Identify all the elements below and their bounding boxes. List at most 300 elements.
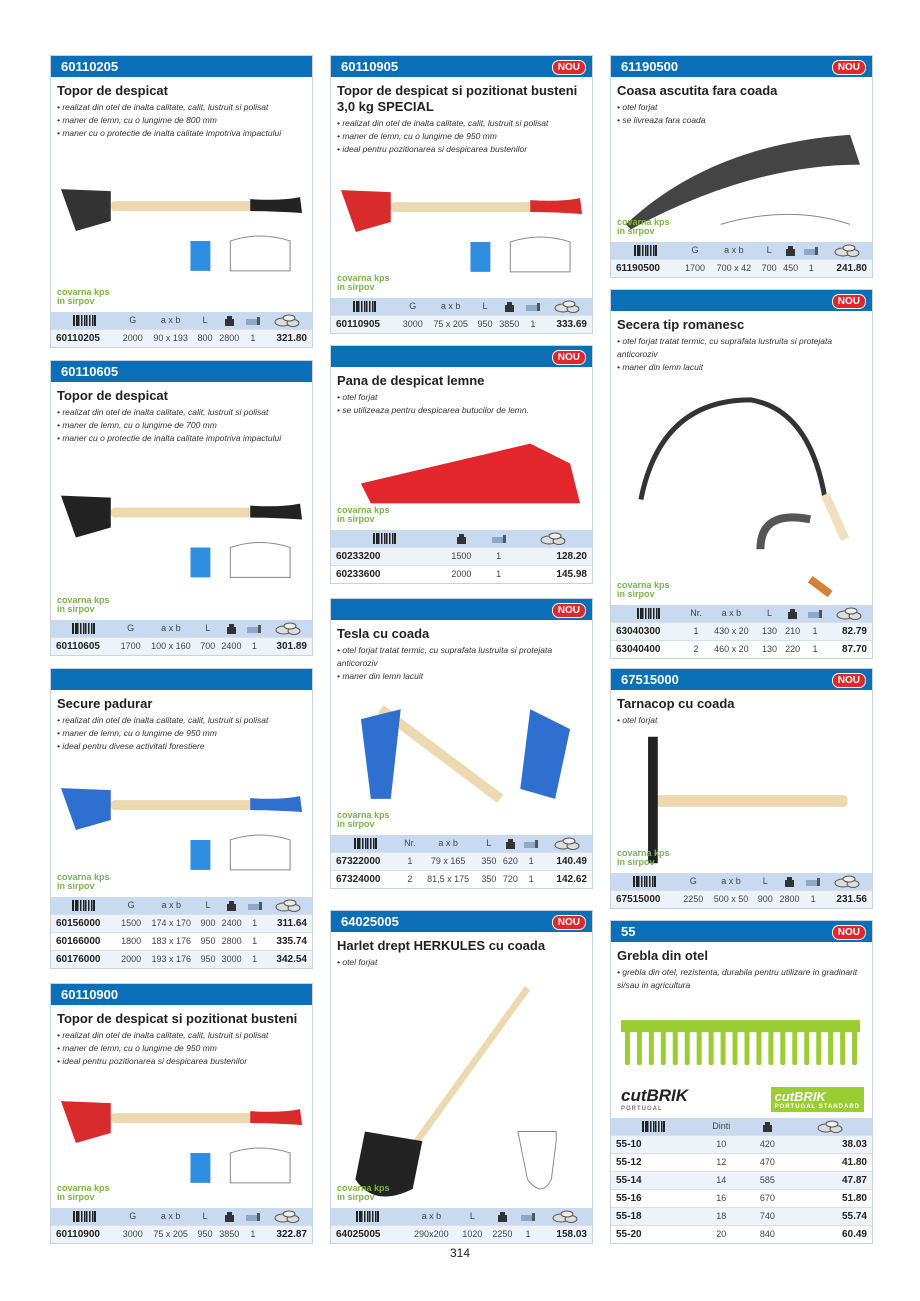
cell: 670 <box>746 1189 788 1207</box>
box-icon <box>801 242 821 259</box>
column-header: L <box>198 897 218 914</box>
feature-bullet: • otel forjat <box>617 102 658 112</box>
cell: 1 <box>243 1225 262 1243</box>
product-title: Grebla din otel <box>617 948 709 963</box>
cell: 800 <box>195 329 216 347</box>
cell: 1 <box>687 622 705 640</box>
cell: 1 <box>521 852 541 870</box>
product-code-header <box>331 56 592 77</box>
cell: 2800 <box>215 329 243 347</box>
product-code: 60110205 <box>61 59 119 74</box>
table-header <box>611 605 872 622</box>
barcode-icon <box>331 1208 405 1225</box>
box-icon <box>804 605 826 622</box>
cell: 90 x 193 <box>147 329 195 347</box>
price-table <box>611 605 872 658</box>
weight-icon <box>495 298 523 315</box>
coins-icon <box>543 298 592 315</box>
cell: 75 x 205 <box>147 1225 195 1243</box>
product-image <box>51 753 312 897</box>
article-code: 60233200 <box>331 547 439 565</box>
column-header: G <box>118 897 145 914</box>
price: 60.49 <box>788 1225 872 1243</box>
weight-icon <box>218 620 245 637</box>
column-header: a x b <box>705 605 758 622</box>
cell: 79 x 165 <box>418 852 478 870</box>
column-header: G <box>119 1208 147 1225</box>
column-header: a x b <box>144 620 197 637</box>
price: 51.80 <box>788 1189 872 1207</box>
cell: 183 x 176 <box>145 932 198 950</box>
product-image <box>331 156 592 298</box>
new-badge: NOU <box>552 60 586 75</box>
table-row <box>611 1153 872 1171</box>
price-table <box>51 1208 312 1243</box>
table-row <box>611 622 872 640</box>
cell: 1 <box>243 329 262 347</box>
feature-bullet: • maner de lemn, cu o lungime de 950 mm <box>57 1043 217 1053</box>
brand-logo: covarna kps in sirpov <box>337 810 390 829</box>
product-code-header <box>331 599 592 620</box>
feature-bullet: • maner de lemn, cu o lungime de 800 mm <box>57 115 217 125</box>
product-code-header <box>51 361 312 382</box>
barcode-icon <box>51 897 118 914</box>
column-header: L <box>195 312 216 329</box>
cell: 1 <box>245 914 264 932</box>
product-card <box>330 55 593 334</box>
cell: 700 <box>758 259 779 277</box>
table-row <box>51 914 312 932</box>
column-header: L <box>195 1208 216 1225</box>
box-icon <box>521 835 541 852</box>
box-icon <box>523 298 542 315</box>
product-title: Topor de despicat si pozitionat busteni <box>57 1011 298 1026</box>
cell: 2000 <box>118 950 145 968</box>
product-title: Topor de despicat <box>57 388 168 403</box>
brand-logo: covarna kps in sirpov <box>617 580 670 599</box>
article-code: 60166000 <box>51 932 118 950</box>
cell: 3000 <box>119 1225 147 1243</box>
coins-icon <box>826 605 872 622</box>
column-header: Nr. <box>402 835 418 852</box>
price: 311.64 <box>264 914 312 932</box>
cell: 18 <box>696 1207 746 1225</box>
cell: 2000 <box>119 329 147 347</box>
table-header <box>331 835 592 852</box>
feature-bullet: • otel forjat tratat termic, cu suprafata lustruita si protejata anticoroziv <box>337 645 553 668</box>
cell: 2800 <box>218 932 245 950</box>
column-header: a x b <box>147 1208 195 1225</box>
article-code: 63040400 <box>611 640 687 658</box>
column-header: a x b <box>709 242 758 259</box>
weight-icon <box>487 1208 517 1225</box>
cell: 450 <box>780 259 801 277</box>
cell: 10 <box>696 1135 746 1153</box>
price: 335.74 <box>264 932 312 950</box>
product-card <box>50 668 313 969</box>
cell: 12 <box>696 1153 746 1171</box>
feature-bullet: • maner cu o protectie de inalta calitate impotriva impactului <box>57 128 282 138</box>
cell: 100 x 160 <box>144 637 197 655</box>
product-image <box>331 969 592 1208</box>
product-card <box>330 910 593 1244</box>
product-title: Tesla cu coada <box>337 626 430 641</box>
cell: 1 <box>804 622 826 640</box>
brand-logo: covarna kps in sirpov <box>337 273 390 292</box>
column-header: a x b <box>405 1208 457 1225</box>
column-header: L <box>758 242 779 259</box>
table-row <box>611 1207 872 1225</box>
new-badge: NOU <box>552 915 586 930</box>
feature-bullet: • ideal pentru pozitionarea si despicarea bustenilor <box>57 1056 248 1066</box>
cell: 130 <box>758 622 781 640</box>
table-row <box>331 870 592 888</box>
cell: 700 x 42 <box>709 259 758 277</box>
coins-icon <box>263 312 312 329</box>
weight-icon <box>439 530 483 547</box>
cell: 950 <box>198 932 218 950</box>
price-table <box>331 530 592 583</box>
cell: 16 <box>696 1189 746 1207</box>
brand-logo: covarna kps in sirpov <box>617 848 670 867</box>
product-code-header <box>51 669 312 690</box>
cell: 1700 <box>681 259 710 277</box>
cell: 950 <box>198 950 218 968</box>
cell: 210 <box>781 622 804 640</box>
feature-bullet: • se utilizeaza pentru despicarea butucilor de lemn. <box>337 405 529 415</box>
feature-bullet: • maner din lemn lacuit <box>617 362 704 372</box>
product-title: Coasa ascutita fara coada <box>617 83 778 98</box>
cell: 14 <box>696 1171 746 1189</box>
column-header: G <box>681 242 710 259</box>
weight-icon <box>781 605 804 622</box>
feature-bullet: • grebla din otel, rezistenta, durabila pentru utilizare in gradinarit si/sau in agricultura <box>617 967 858 990</box>
cell: 350 <box>478 852 499 870</box>
price-table <box>51 312 312 347</box>
box-icon <box>483 530 514 547</box>
weight-icon <box>500 835 521 852</box>
weight-icon <box>780 242 801 259</box>
product-title: Secure padurar <box>57 696 153 711</box>
column-header: G <box>117 620 144 637</box>
cell: 1 <box>483 565 514 583</box>
feature-bullet: • maner din lemn lacuit <box>337 671 424 681</box>
weight-icon <box>776 873 804 890</box>
table-row <box>331 852 592 870</box>
barcode-icon <box>611 873 679 890</box>
cell: 740 <box>746 1207 788 1225</box>
product-image <box>611 127 872 242</box>
cell: 1 <box>245 950 264 968</box>
table-header <box>331 1208 592 1225</box>
price: 87.70 <box>826 640 872 658</box>
price: 142.62 <box>541 870 592 888</box>
new-badge: NOU <box>552 603 586 618</box>
cell: 1 <box>521 870 541 888</box>
product-image <box>331 417 592 530</box>
product-card <box>50 55 313 348</box>
table-header <box>51 897 312 914</box>
table-header <box>611 1118 872 1135</box>
feature-bullet: • otel forjat <box>337 392 378 402</box>
product-code-header <box>611 56 872 77</box>
cell: 1 <box>523 315 542 333</box>
cell: 420 <box>746 1135 788 1153</box>
price-table <box>331 1208 592 1243</box>
price: 55.74 <box>788 1207 872 1225</box>
brand-logo: covarna kps in sirpov <box>57 287 110 306</box>
feature-bullet: • ideal pentru divese activitati forestiere <box>57 741 205 751</box>
article-code: 67515000 <box>611 890 679 908</box>
table-row <box>331 315 592 333</box>
article-code: 67324000 <box>331 870 402 888</box>
feature-bullet: • realizat din otel de inalta calitate, calit, lustruit si polisat <box>57 1030 269 1040</box>
table-header <box>611 873 872 890</box>
feature-bullet: • realizat din otel de inalta calitate, calit, lustruit si polisat <box>337 118 549 128</box>
barcode-icon <box>51 620 117 637</box>
article-code: 60110900 <box>51 1225 119 1243</box>
cell: 900 <box>755 890 776 908</box>
weight-icon <box>215 312 243 329</box>
cell: 20 <box>696 1225 746 1243</box>
product-card <box>610 55 873 278</box>
price-table <box>611 873 872 908</box>
price: 128.20 <box>514 547 592 565</box>
cell: 1 <box>245 637 264 655</box>
column-header: L <box>198 620 218 637</box>
cell: 3000 <box>218 950 245 968</box>
feature-bullet: • realizat din otel de inalta calitate, calit, lustruit si polisat <box>57 102 269 112</box>
product-image <box>611 374 872 605</box>
cell: 2400 <box>218 637 245 655</box>
product-image <box>51 140 312 312</box>
product-title: Topor de despicat <box>57 83 168 98</box>
price-table <box>331 298 592 333</box>
cell: 1700 <box>117 637 144 655</box>
barcode-icon <box>331 835 402 852</box>
article-code: 64025005 <box>331 1225 405 1243</box>
article-code: 55-16 <box>611 1189 696 1207</box>
product-card <box>610 668 873 909</box>
feature-bullet: • se livreaza fara coada <box>617 115 706 125</box>
product-title: Topor de despicat si pozitionat busteni 3,0 kg SPECIAL <box>337 83 578 114</box>
cell: 620 <box>500 852 521 870</box>
article-code: 60176000 <box>51 950 118 968</box>
feature-bullet: • maner de lemn, cu o lungime de 950 mm <box>57 728 217 738</box>
table-header <box>611 242 872 259</box>
table-row <box>611 890 872 908</box>
cell: 2250 <box>679 890 707 908</box>
brand-logo: cutBRIK PORTUGAL <box>621 1086 689 1112</box>
article-code: 55-18 <box>611 1207 696 1225</box>
barcode-icon <box>611 1118 696 1135</box>
table-row <box>51 637 312 655</box>
coins-icon <box>823 873 872 890</box>
spade-image <box>331 969 592 1208</box>
table-header <box>51 312 312 329</box>
new-badge: NOU <box>832 925 866 940</box>
cell: 1500 <box>439 547 483 565</box>
product-card <box>330 598 593 889</box>
product-image <box>611 727 872 873</box>
cell: 81,5 x 175 <box>418 870 478 888</box>
axe-image <box>51 445 312 620</box>
cell: 1 <box>483 547 514 565</box>
product-card <box>610 920 873 1244</box>
feature-bullet: • maner cu o protectie de inalta calitate impotriva impactului <box>57 433 282 443</box>
column-header: a x b <box>147 312 195 329</box>
brand-logo: covarna kps in sirpov <box>337 505 390 524</box>
cell: 1 <box>804 640 826 658</box>
product-code: 67515000 <box>621 672 679 687</box>
price: 158.03 <box>539 1225 593 1243</box>
product-code: 60110900 <box>61 987 119 1002</box>
weight-icon <box>215 1208 243 1225</box>
cell: 2250 <box>487 1225 517 1243</box>
cell: 350 <box>478 870 499 888</box>
table-row <box>331 565 592 583</box>
table-header <box>51 620 312 637</box>
new-badge: NOU <box>832 673 866 688</box>
cell: 1500 <box>118 914 145 932</box>
article-code: 55-12 <box>611 1153 696 1171</box>
table-header <box>51 1208 312 1225</box>
article-code: 60110905 <box>331 315 399 333</box>
table-row <box>51 329 312 347</box>
feature-bullet: • otel forjat tratat termic, cu suprafata lustruita si protejata anticoroziv <box>617 336 833 359</box>
cell: 130 <box>758 640 781 658</box>
cell: 2000 <box>439 565 483 583</box>
product-code: 64025005 <box>341 914 399 929</box>
price: 38.03 <box>788 1135 872 1153</box>
brand-logo: covarna kps in sirpov <box>57 595 110 614</box>
column-header: a x b <box>707 873 755 890</box>
coins-icon <box>788 1118 872 1135</box>
article-code: 55-20 <box>611 1225 696 1243</box>
article-code: 60110605 <box>51 637 117 655</box>
column-header: Dinti <box>696 1118 746 1135</box>
cell: 430 x 20 <box>705 622 758 640</box>
barcode-icon <box>331 530 439 547</box>
coins-icon <box>264 620 312 637</box>
article-code: 61190500 <box>611 259 681 277</box>
coins-icon <box>539 1208 593 1225</box>
table-row <box>51 1225 312 1243</box>
cell: 500 x 50 <box>707 890 755 908</box>
box-icon <box>243 312 262 329</box>
brand-logo-standard: cutBRIK PORTUGAL STANDARD <box>771 1087 864 1112</box>
product-code-header <box>331 911 592 932</box>
cell: 460 x 20 <box>705 640 758 658</box>
price: 342.54 <box>264 950 312 968</box>
column-header: G <box>679 873 707 890</box>
feature-bullet: • otel forjat <box>617 715 658 725</box>
new-badge: NOU <box>832 60 866 75</box>
product-code-header <box>611 921 872 942</box>
table-row <box>331 1225 592 1243</box>
table-row <box>611 1189 872 1207</box>
cell: 470 <box>746 1153 788 1171</box>
column-header: L <box>755 873 776 890</box>
article-code: 60233600 <box>331 565 439 583</box>
price: 333.69 <box>543 315 592 333</box>
column-header: Nr. <box>687 605 705 622</box>
brand-logo: covarna kps in sirpov <box>57 1183 110 1202</box>
product-image <box>331 683 592 835</box>
product-card <box>50 983 313 1244</box>
feature-bullet: • realizat din otel de inalta calitate, calit, lustruit si polisat <box>57 715 269 725</box>
brand-logo: covarna kps in sirpov <box>337 1183 390 1202</box>
column-header: L <box>475 298 496 315</box>
feature-bullet: • ideal pentru pozitionarea si despicarea bustenilor <box>337 144 528 154</box>
table-row <box>611 1135 872 1153</box>
new-badge: NOU <box>552 350 586 365</box>
coins-icon <box>541 835 592 852</box>
price-table <box>611 1118 872 1243</box>
cell: 3850 <box>495 315 523 333</box>
barcode-icon <box>331 298 399 315</box>
cell: 1020 <box>457 1225 487 1243</box>
cell: 3850 <box>215 1225 243 1243</box>
article-code: 55-14 <box>611 1171 696 1189</box>
barcode-icon <box>51 312 119 329</box>
column-header: G <box>399 298 427 315</box>
cell: 2400 <box>218 914 245 932</box>
article-code: 63040300 <box>611 622 687 640</box>
weight-icon <box>218 897 245 914</box>
product-image <box>51 445 312 620</box>
cell: 900 <box>198 914 218 932</box>
sickle-image <box>611 374 872 605</box>
price: 241.80 <box>821 259 872 277</box>
article-code: 67322000 <box>331 852 402 870</box>
column-header: L <box>478 835 499 852</box>
product-card <box>610 289 873 659</box>
cell: 1 <box>517 1225 538 1243</box>
cell: 193 x 176 <box>145 950 198 968</box>
product-code-header <box>611 290 872 311</box>
product-title: Secera tip romanesc <box>617 317 745 332</box>
cell: 720 <box>500 870 521 888</box>
price: 47.87 <box>788 1171 872 1189</box>
product-code-header <box>611 669 872 690</box>
price-table <box>611 242 872 277</box>
table-row <box>331 547 592 565</box>
product-image <box>611 992 872 1118</box>
price: 321.80 <box>263 329 312 347</box>
table-header <box>331 298 592 315</box>
box-icon <box>517 1208 538 1225</box>
table-row <box>51 950 312 968</box>
product-code-header <box>51 56 312 77</box>
table-row <box>611 640 872 658</box>
product-title: Tarnacop cu coada <box>617 696 735 711</box>
coins-icon <box>263 1208 312 1225</box>
price: 82.79 <box>826 622 872 640</box>
cell: 1 <box>801 259 821 277</box>
box-icon <box>803 873 822 890</box>
cell: 1 <box>803 890 822 908</box>
cell: 1 <box>402 852 418 870</box>
product-card <box>330 345 593 584</box>
weight-icon <box>746 1118 788 1135</box>
cell: 290x200 <box>405 1225 457 1243</box>
price: 231.56 <box>823 890 872 908</box>
coins-icon <box>821 242 872 259</box>
box-icon <box>243 1208 262 1225</box>
cell: 950 <box>475 315 496 333</box>
cell: 1 <box>245 932 264 950</box>
